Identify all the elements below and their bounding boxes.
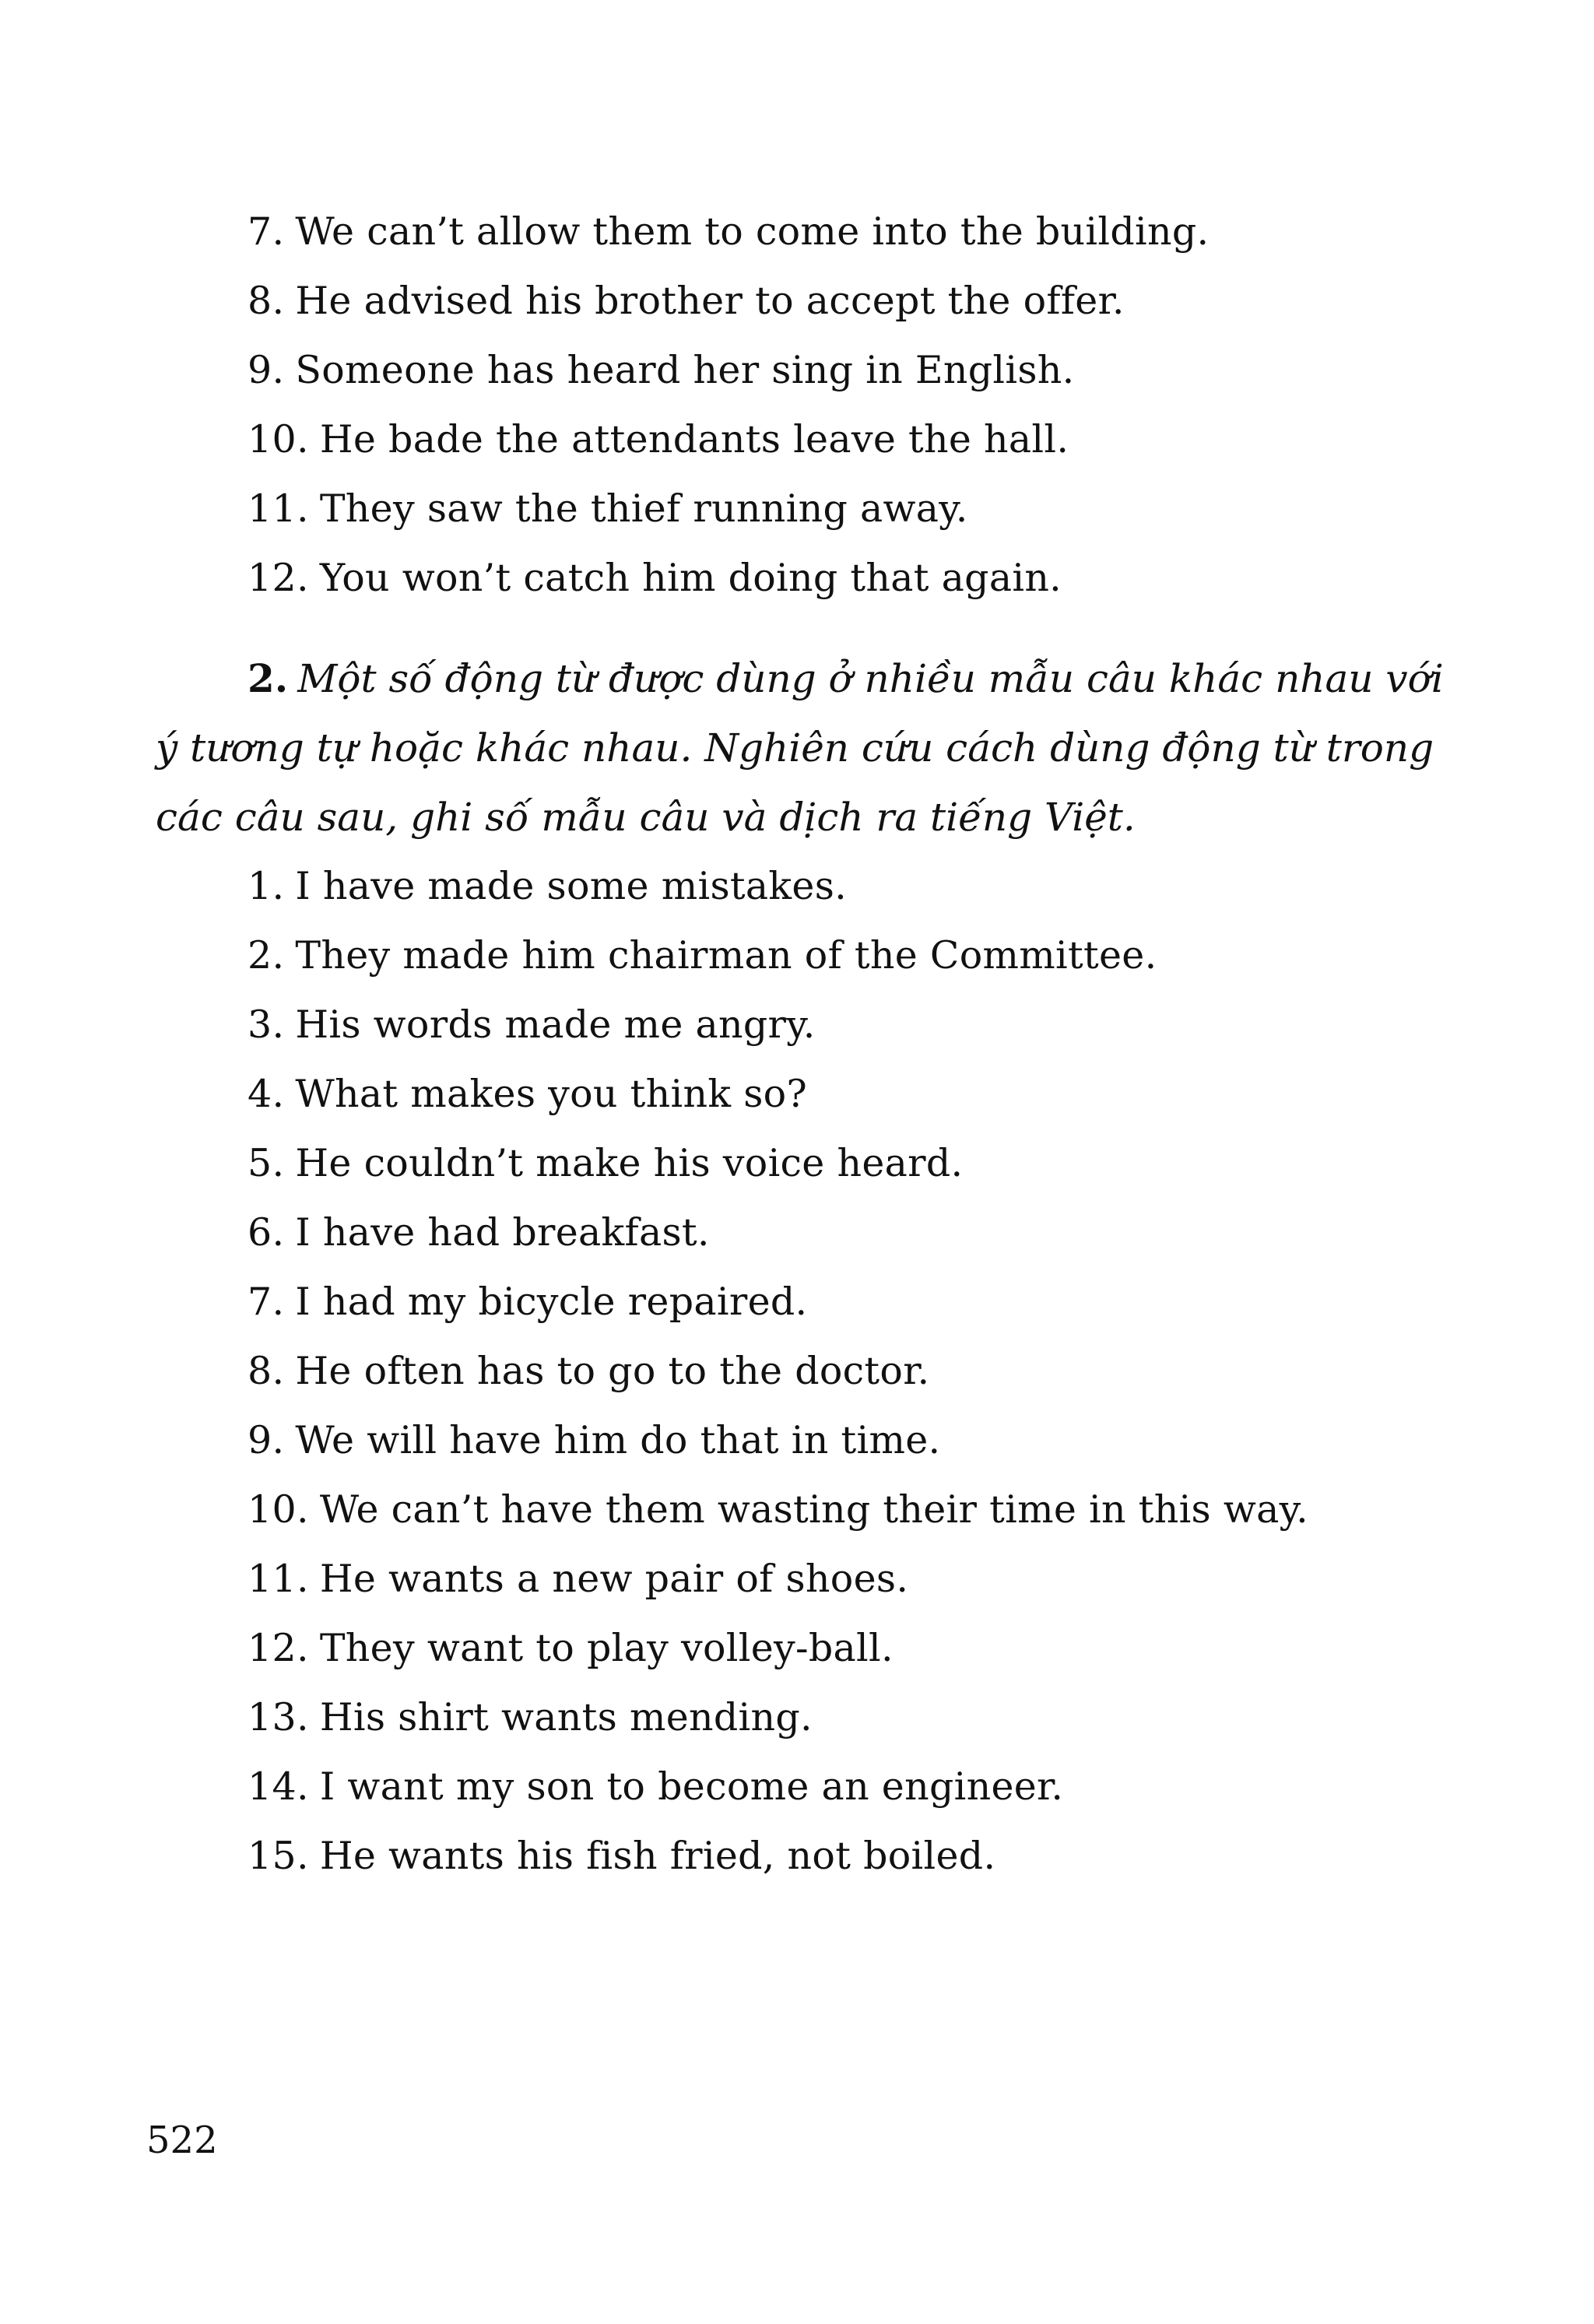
section-instruction-line-1 (156, 644, 1444, 713)
item-number: 8. (248, 1349, 285, 1393)
list-item (248, 544, 1062, 613)
item-number: 12. (248, 556, 309, 600)
item-text: He often has to go to the doctor. (295, 1349, 930, 1393)
item-number: 14. (248, 1764, 309, 1809)
item-text: I have had breakfast. (295, 1210, 710, 1255)
list-item (248, 1060, 807, 1129)
list-item (248, 1753, 1063, 1821)
item-number: 10. (248, 1487, 309, 1532)
list-item (248, 1683, 813, 1752)
item-text: They saw the thief running away. (319, 486, 968, 531)
item-text: His shirt wants mending. (319, 1695, 813, 1739)
section-number: 2. (248, 655, 289, 701)
list-item (248, 1614, 894, 1683)
item-text: We can’t have them wasting their time in this way. (319, 1487, 1308, 1532)
item-text: They want to play volley-ball. (319, 1626, 894, 1670)
list-item (248, 1406, 940, 1475)
item-number: 5. (248, 1141, 285, 1185)
item-text: We can’t allow them to come into the building. (295, 209, 1210, 254)
item-number: 1. (248, 864, 285, 908)
list-item (248, 991, 816, 1059)
item-number: 3. (248, 1002, 285, 1047)
list-item (248, 1129, 963, 1198)
section-instruction-text-2: ý tương tự hoặc khác nhau. Nghiên cứu cách dùng động từ trong (156, 725, 1434, 771)
item-text: Someone has heard her sing in English. (295, 348, 1075, 392)
list-item (248, 267, 1125, 335)
item-text: I want my son to become an engineer. (319, 1764, 1064, 1809)
list-item (248, 1199, 710, 1267)
section-instruction-line-2 (156, 714, 1434, 782)
item-number: 7. (248, 209, 285, 254)
item-number: 6. (248, 1210, 285, 1255)
section-instruction-text-3: các câu sau, ghi số mẫu câu và dịch ra tiếng Việt. (156, 795, 1136, 840)
item-number: 2. (248, 933, 285, 978)
item-number: 8. (248, 279, 285, 323)
list-item (248, 1268, 807, 1336)
item-number: 7. (248, 1280, 285, 1324)
list-item (248, 1476, 1308, 1544)
item-number: 11. (248, 486, 309, 531)
item-text: He wants a new pair of shoes. (319, 1557, 909, 1601)
item-number: 4. (248, 1072, 285, 1116)
item-text: He couldn’t make his voice heard. (295, 1141, 964, 1185)
page-number: 522 (146, 2119, 218, 2162)
item-text: You won’t catch him doing that again. (319, 556, 1062, 600)
item-number: 10. (248, 417, 309, 462)
item-text: What makes you think so? (295, 1072, 808, 1116)
list-item (248, 1337, 929, 1406)
item-number: 15. (248, 1834, 309, 1878)
list-item (248, 405, 1069, 474)
item-number: 13. (248, 1695, 309, 1739)
section-instruction-line-3 (156, 783, 1136, 851)
list-item (248, 1822, 995, 1890)
item-text: They made him chairman of the Committee. (295, 933, 1157, 978)
item-text: He bade the attendants leave the hall. (319, 417, 1069, 462)
list-item (248, 198, 1209, 266)
item-number: 9. (248, 348, 285, 392)
list-item (248, 1545, 908, 1613)
item-text: He wants his fish fried, not boiled. (319, 1834, 996, 1878)
item-number: 12. (248, 1626, 309, 1670)
item-text: His words made me angry. (295, 1002, 816, 1047)
item-number: 9. (248, 1418, 285, 1462)
list-item (248, 922, 1157, 990)
section-instruction-text-1: Một số động từ được dùng ở nhiều mẫu câu khác nhau với (297, 656, 1444, 701)
list-item (248, 336, 1075, 405)
list-item (248, 475, 968, 543)
item-text: I have made some mistakes. (295, 864, 848, 908)
list-item (248, 852, 847, 921)
item-text: We will have him do that in time. (295, 1418, 941, 1462)
item-text: He advised his brother to accept the offer. (295, 279, 1125, 323)
item-number: 11. (248, 1557, 309, 1601)
item-text: I had my bicycle repaired. (295, 1280, 808, 1324)
